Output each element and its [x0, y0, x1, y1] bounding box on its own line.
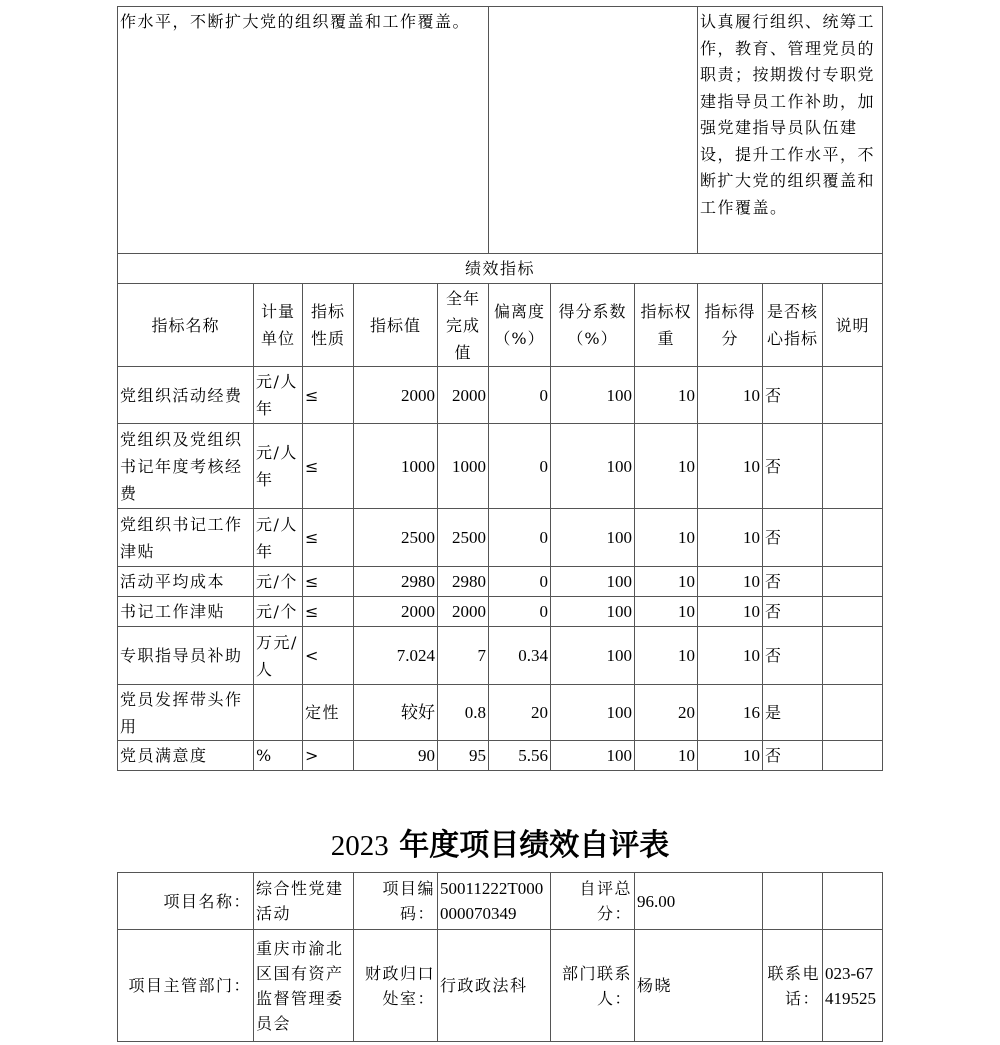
- description-cell-right: 认真履行组织、统筹工作，教育、管理党员的职责；按期拨付专职党建指导员工作补助，加强党建指导员队伍建设，提升工作水平，不断扩大党的组织覆盖和工作覆盖。: [698, 7, 883, 254]
- indicator-nature: <: [303, 627, 354, 685]
- indicator-weight: 10: [635, 367, 698, 424]
- indicator-target: 90: [354, 741, 438, 771]
- header-cell: 指标值: [354, 284, 438, 367]
- indicator-unit: 元/个: [254, 597, 303, 627]
- indicator-target: 2500: [354, 509, 438, 567]
- indicator-weight: 10: [635, 567, 698, 597]
- description-cell-middle: [489, 7, 698, 254]
- table-row: [118, 567, 883, 597]
- indicator-unit: [254, 685, 303, 741]
- header-cell: 全年完成值: [438, 284, 489, 367]
- section-title: 绩效指标: [118, 254, 883, 284]
- empty-cell: [763, 873, 823, 930]
- indicator-deviation: 0: [489, 424, 551, 509]
- indicator-nature: ≤: [303, 567, 354, 597]
- description-row: [118, 7, 883, 254]
- indicator-unit: %: [254, 741, 303, 771]
- indicator-actual: 2500: [438, 509, 489, 567]
- header-cell: 说明: [823, 284, 883, 367]
- indicator-target: 较好: [354, 685, 438, 741]
- header-cell: 指标性质: [303, 284, 354, 367]
- indicator-name: 活动平均成本: [118, 567, 254, 597]
- contact-value: 杨晓: [635, 930, 763, 1042]
- project-name-value: 综合性党建活动: [254, 873, 354, 930]
- indicator-nature: ≤: [303, 367, 354, 424]
- indicator-core: 否: [763, 597, 823, 627]
- project-code-label: 项目编码：: [354, 873, 438, 930]
- indicator-core: 否: [763, 627, 823, 685]
- header-cell: 是否核心指标: [763, 284, 823, 367]
- table-row: [118, 685, 883, 741]
- indicator-score: 10: [698, 367, 763, 424]
- indicator-actual: 2000: [438, 367, 489, 424]
- header-cell: 指标权重: [635, 284, 698, 367]
- table-row: [118, 597, 883, 627]
- indicator-nature: ≤: [303, 597, 354, 627]
- project-name-label: 项目名称：: [118, 873, 254, 930]
- indicator-core: 否: [763, 424, 823, 509]
- indicator-target: 7.024: [354, 627, 438, 685]
- indicator-coefficient: 100: [551, 627, 635, 685]
- project-info-table: [117, 872, 883, 1042]
- header-cell: 偏离度（%）: [489, 284, 551, 367]
- empty-cell: [823, 873, 883, 930]
- indicator-note: [823, 741, 883, 771]
- indicator-unit: 万元/人: [254, 627, 303, 685]
- indicator-note: [823, 567, 883, 597]
- indicator-score: 10: [698, 567, 763, 597]
- indicator-actual: 2000: [438, 597, 489, 627]
- indicator-actual: 0.8: [438, 685, 489, 741]
- finance-office-label: 财政归口处室：: [354, 930, 438, 1042]
- indicator-weight: 20: [635, 685, 698, 741]
- indicator-core: 否: [763, 509, 823, 567]
- title-year: 2023: [330, 830, 389, 862]
- indicator-actual: 1000: [438, 424, 489, 509]
- header-cell: 计量单位: [254, 284, 303, 367]
- indicator-score: 10: [698, 424, 763, 509]
- indicator-target: 2000: [354, 597, 438, 627]
- department-label: 项目主管部门：: [118, 930, 254, 1042]
- indicator-note: [823, 367, 883, 424]
- indicator-coefficient: 100: [551, 509, 635, 567]
- header-cell: 得分系数（%）: [551, 284, 635, 367]
- indicator-weight: 10: [635, 597, 698, 627]
- page-title: [0, 826, 1000, 866]
- table-row: [118, 509, 883, 567]
- indicator-actual: 7: [438, 627, 489, 685]
- table-row: [118, 627, 883, 685]
- table-row: [118, 424, 883, 509]
- indicator-name: 党组织及党组织书记年度考核经费: [118, 424, 254, 509]
- indicator-deviation: 0.34: [489, 627, 551, 685]
- indicator-core: 否: [763, 741, 823, 771]
- indicator-deviation: 0: [489, 597, 551, 627]
- header-row: [118, 284, 883, 367]
- indicator-unit: 元/人年: [254, 424, 303, 509]
- indicator-deviation: 0: [489, 509, 551, 567]
- indicator-actual: 95: [438, 741, 489, 771]
- indicator-target: 1000: [354, 424, 438, 509]
- indicator-deviation: 5.56: [489, 741, 551, 771]
- header-cell: 指标名称: [118, 284, 254, 367]
- indicator-deviation: 20: [489, 685, 551, 741]
- indicator-name: 党组织书记工作津贴: [118, 509, 254, 567]
- indicator-score: 10: [698, 509, 763, 567]
- indicator-coefficient: 100: [551, 424, 635, 509]
- indicator-name: 书记工作津贴: [118, 597, 254, 627]
- table-row: [118, 367, 883, 424]
- self-score-label: 自评总分：: [551, 873, 635, 930]
- indicator-deviation: 0: [489, 567, 551, 597]
- indicator-core: 否: [763, 367, 823, 424]
- indicator-actual: 2980: [438, 567, 489, 597]
- indicator-target: 2000: [354, 367, 438, 424]
- indicator-name: 党员发挥带头作用: [118, 685, 254, 741]
- indicator-note: [823, 685, 883, 741]
- indicator-name: 专职指导员补助: [118, 627, 254, 685]
- self-score-value: 96.00: [635, 873, 763, 930]
- indicator-name: 党员满意度: [118, 741, 254, 771]
- project-code-value: 50011222T000000070349: [438, 873, 551, 930]
- indicator-nature: 定性: [303, 685, 354, 741]
- indicator-coefficient: 100: [551, 567, 635, 597]
- indicator-nature: >: [303, 741, 354, 771]
- indicator-coefficient: 100: [551, 741, 635, 771]
- indicator-score: 10: [698, 741, 763, 771]
- indicator-note: [823, 509, 883, 567]
- indicator-unit: 元/个: [254, 567, 303, 597]
- indicator-unit: 元/人年: [254, 509, 303, 567]
- indicator-weight: 10: [635, 424, 698, 509]
- indicator-score: 10: [698, 627, 763, 685]
- indicator-coefficient: 100: [551, 597, 635, 627]
- title-text: 年度项目绩效自评表: [399, 828, 670, 863]
- indicator-score: 16: [698, 685, 763, 741]
- indicator-name: 党组织活动经费: [118, 367, 254, 424]
- phone-value: 023-67419525: [823, 930, 883, 1042]
- indicator-note: [823, 424, 883, 509]
- indicator-coefficient: 100: [551, 685, 635, 741]
- performance-table: [117, 6, 883, 771]
- indicator-note: [823, 627, 883, 685]
- indicator-unit: 元/人年: [254, 367, 303, 424]
- department-value: 重庆市渝北区国有资产监督管理委员会: [254, 930, 354, 1042]
- finance-office-value: 行政政法科: [438, 930, 551, 1042]
- indicator-weight: 10: [635, 509, 698, 567]
- indicator-core: 否: [763, 567, 823, 597]
- indicator-note: [823, 597, 883, 627]
- contact-label: 部门联系人：: [551, 930, 635, 1042]
- indicator-weight: 10: [635, 627, 698, 685]
- header-cell: 指标得分: [698, 284, 763, 367]
- indicator-score: 10: [698, 597, 763, 627]
- indicator-coefficient: 100: [551, 367, 635, 424]
- description-cell-left: 作水平，不断扩大党的组织覆盖和工作覆盖。: [118, 7, 489, 254]
- phone-label: 联系电话：: [763, 930, 823, 1042]
- table-row: [118, 741, 883, 771]
- indicator-nature: ≤: [303, 424, 354, 509]
- indicator-nature: ≤: [303, 509, 354, 567]
- indicator-weight: 10: [635, 741, 698, 771]
- indicator-deviation: 0: [489, 367, 551, 424]
- indicator-core: 是: [763, 685, 823, 741]
- indicator-target: 2980: [354, 567, 438, 597]
